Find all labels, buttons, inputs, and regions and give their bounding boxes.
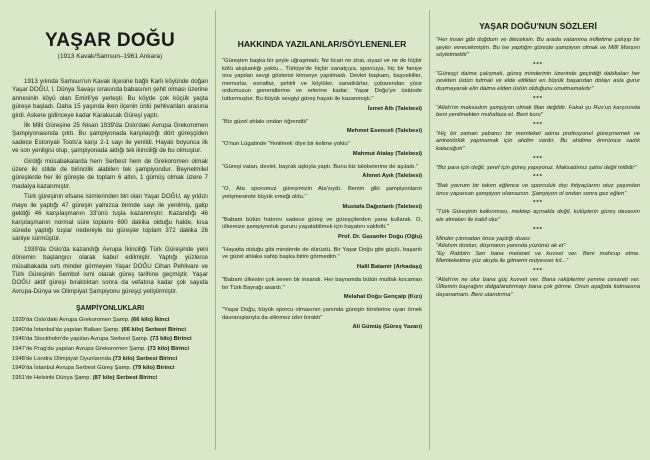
testimonial-author: Mehmet Esenceli (Talebesi) bbox=[346, 128, 422, 135]
column-divider bbox=[429, 10, 430, 450]
saying-text: "Biz para için değil, şeref için güreş yapıyoruz. Maksadımız şahsi değil millidir" bbox=[436, 164, 637, 171]
saying-text: "Allah'ım ne olur bana güç kuvvet ver. Bana rakiplerimi yenme cesareti ver. Ülkemin bayrağını dalgalandırmayı bana çok görme. Onun aşağıda kalmasına dayanamam. Beni utandırma" bbox=[436, 276, 640, 299]
championship-item: 1948'de Londra Olimpiyat Oyunlarında (73 kilo) Serbest Birinci bbox=[12, 355, 178, 362]
saying-text: "Türk Güreşinin kalkınması, mektep açmakla değil, kulüplerin güreş davasını ele almaları ile kabil olur" bbox=[436, 209, 640, 223]
testimonial-quote: "O, Ata sporumuz güreşimizin Ata'sıydı. Benim gibi şampiyonların yetişmesinde büyük emeği oldu." bbox=[222, 186, 422, 200]
biography-text bbox=[12, 78, 208, 296]
life-dates: (1913 Kavak/Samsun–1961 Ankara) bbox=[57, 53, 163, 60]
page-title: YAŞAR DOĞU bbox=[44, 30, 176, 51]
saying-text: "Her insan gibi doğdum ve öleceksin. Bu arada vatanıma milletime çalışıp bir şeyler verecekmişim. Bu ise yaptığın güreşte şampiyon olmak ve Millî Marşını söyletmektir" bbox=[436, 37, 640, 59]
sayings-heading: YAŞAR DOĞU'NUN SÖZLERİ bbox=[479, 21, 597, 31]
saying-text: Minder çıkmadan önce yaptığı duası: "Allahım dostun, düşmanın yanında yüzümü ak et" "Ey Rabbim Sen bana metanet ve kuvvet ver. Beni mahcup etme. Memleketime yüz akıyla ile gitmemi müyesser kıl..." bbox=[436, 235, 640, 265]
biography-column bbox=[12, 0, 208, 460]
bio-paragraph: Girdiği müsabakalarda hem Serbest hem de Grekoromen olmak üzere iki stilde de birincilik alabilen tek şampiyondur. Beynelmilel güreşlerde her iki güreşte de toplam 6 altın, 1 gümüş olmak üzere 7 madalya kazanmıştır. bbox=[12, 157, 208, 190]
testimonial-quote: "Babam ülkesini çok seven bir insandı. Her bayramda bütün mutfak kocaman bir Türk Bayrağı asardı." bbox=[222, 276, 422, 291]
saying-text: "Allah'ım maksadım şampiyon olmak filan değildir. Fakat şu Rus'un karşısında beni yenilmekten muhafaza et. Beni koru" bbox=[436, 104, 640, 119]
testimonial-quote: "Güreşi vatan, devlet, bayrak aşkıyla yaptı. Bunu biz talebelerine de aşıladı." bbox=[222, 163, 418, 170]
separator-stars: *** bbox=[533, 267, 543, 274]
championships-heading: ŞAMPİYONLUKLARI bbox=[75, 305, 145, 313]
separator-stars: *** bbox=[533, 121, 543, 128]
bio-paragraph: Türk güreşinin efsane isimlerinden biri olan Yaşar DOĞU, ay yıldızı mayo ile yaptığı 47 güreşin yalnızca birinde sayı ile yenilmiş, galip geldiği 46 karşılaşmanın 33'ünü tuşla kazanmıştır. Kazandığı 46 karşılaşmanın normal süre toplamı 690 dakika olduğu halde, kısa sürede yaptığı tuşlar nedeniyle bu güreşler toplam 372 dakika 26 saniye sürmüştür. bbox=[12, 193, 208, 243]
separator-stars: *** bbox=[533, 200, 543, 207]
separator-stars: *** bbox=[533, 95, 543, 102]
testimonial-quote: "O'nun Lügatinde 'Yenilmek' diye bir kelime yoktu" bbox=[222, 141, 350, 148]
separator-stars: *** bbox=[533, 226, 543, 233]
championship-item: 1939'da Oslo'daki Avrupa Grekoromen Şamp. (66 kilo) İkinci bbox=[12, 317, 170, 324]
testimonial-author: Ahmet Ayık (Talebesi) bbox=[362, 173, 422, 180]
championship-item: 1940'da İstanbul'da yapılan Balkan Şamp. (66 kilo) Serbest Birinci bbox=[12, 326, 186, 333]
sayings-column bbox=[436, 0, 640, 460]
testimonial-quote: "Güreşten başka bir şeyle uğraşmadı. Ne ticari ne zirai, siyasi ve ne de hiçbir kötü alışkanlığı yoktu... Türkiye'de hiçbir sanatçıya, sporcuya, hiç bir faniye ona yapılan sevgi gösterisi kimseye yapılmadı. Devlet başkanı, başvekiller, memurlar, esnaflar, şehirli ve köylüler, sanatkârlar, çobanından yüce ordumuzun generallerine ve erlerine kadar; Yaşar Doğu'ye üstünde tutturmuştur. Bu büyük sevgiyi güreş hayatı ile kazanmıştı." bbox=[222, 58, 422, 102]
testimonial-quote: "Babam bütün hatırını sadece güreş ve güreşçilerden yana kullandı. O, ülkemize şampiyonluk gururu yaşatabilmek için hayatını vakfetti." bbox=[222, 216, 422, 231]
testimonial-author: Mahmut Atalay (Talebesi) bbox=[352, 150, 422, 157]
championship-item: 1949'da İstanbul Avrupa Serbest Güreş Şamp. (79 kilo) Birinci bbox=[12, 365, 175, 372]
saying-text: "Güreşçi daima çalışmalı, güreş minderinin üzerinde geçirdiği dakikaları her zevkten üstün tutmalı ve elde ettikleri en büyük başarıdan dolayı asla gurur duymayarak elin daima elden üstün olduğunu unutmamalıdır" bbox=[436, 70, 640, 92]
testimonial-author: Ali Gümüş (Güreş Yazarı) bbox=[352, 324, 422, 331]
separator-stars: *** bbox=[533, 61, 543, 68]
separator-stars: *** bbox=[533, 174, 543, 181]
championship-item: 1946'da Stockholm'de yapılan Avrupa Serbest Şamp. (73 kilo) Birinci bbox=[12, 336, 192, 343]
separator-stars: *** bbox=[533, 155, 543, 162]
testimonial-author: Melahat Doğu Gençalp (Kızı) bbox=[343, 294, 422, 301]
bio-paragraph: 1913 yılında Samsun'un Kavak ilçesine bağlı Karlı köyünde doğan Yaşar DOĞU, I. Dünya Savaşı sırasında babasının şehit olması üzerine annesinin köyü olan Emirli'ye yerleşti. Bu köyde çok küçük yaşta güreşe başladı. Daha 15 yaşında iken ilçenin ünlü pehlivanları arasına girdi. Askere gidinceye kadar Karakucak Güreşi yaptı. bbox=[12, 78, 208, 119]
testimonial-quote: "Biz güzel ahlakı ondan öğrendik" bbox=[222, 118, 309, 125]
column-divider bbox=[215, 10, 216, 450]
bio-paragraph: 1939'da Oslo'da kazandığı Avrupa İkinciliği Türk Güreşinde yeni dönemin başlangıcı olarak kabul edilmiştir. Yaptığı yüzlerce müsabakada sırtı minder görmeyen Yaşar DOĞU Cihan Pehlivanı ve Türk Güreşinin Sembol ismi olarak güreş tarihine geçmiştir. Yaşar DOĞU aktif güreşi bıraktıktan sonra da vefatına kadar çok sayıda Avrupa-Dünya ve Olimpiyat Şampiyonu güreşçi yetiştirmiştir. bbox=[12, 245, 208, 295]
testimonial-quote: "Hayatta olduğu gibi minderde de dürüstü. Bir Yaşar Doğu gibi güçlü, başarılı ve güzel ahlaka sahip başka birini görmedim." bbox=[222, 246, 422, 261]
saying-text: "Hiç bir zaman yabancı bir memleket adına profesyonel güreşmemek ve antrenörlük yapmamak için ahdim vardır. Bu ahdime ömrümce sadık kalacağım" bbox=[436, 130, 640, 152]
testimonials-column bbox=[222, 0, 422, 460]
testimonial-author: Halil Balamir (Arkadaşı) bbox=[356, 263, 422, 270]
testimonials-heading: HAKKINDA YAZILANLAR/SÖYLENENLER bbox=[237, 39, 407, 49]
testimonial-author: İsmet Altı (Talebesi) bbox=[367, 105, 422, 112]
saying-text: "Bak yavrum bir takım eğlence ve sporculuk dışı ihtiyaçlarını otuz yaşından önce yaparsan şampiyon olamazsın. Şampiyon ol ondan sonra gez eğlen" bbox=[436, 183, 640, 197]
testimonial-author: Prof. Dr. Gazanfer Doğu (Oğlu) bbox=[337, 233, 422, 240]
championship-item: 1951'de Helsinki Dünya Şamp. (87 kilo) Serbest Birinci bbox=[12, 374, 158, 381]
championships-list bbox=[12, 316, 208, 383]
championship-item: 1947'de Prag'da yapılan Avrupa Grekoromen Şamp. (73 kilo) Birinci bbox=[12, 345, 190, 352]
bio-paragraph: İlk Milli Güreşine 25 Nisan 1939'da Oslo'daki Avrupa Grekoromen Şampiyonasında çıktı. Bu şampiyonada karşılaştığı dört güreşçiden sadece Estonyalı Toots'a karşı 2-1 sayı ile yenildi. Hayatı boyunca ilk ve son yenilgisi olup, şampiyonada aldığı tek ikinciliği de bu olmuştur. bbox=[12, 122, 208, 155]
testimonial-quote: "Yaşar Doğu, büyük sporcu olmasının yanında güreşin törelerine uyan örnek davranışlarıyla da silinmez izler bıraktı" bbox=[222, 307, 422, 321]
testimonial-author: Mustafa Dağıstanlı (Talebesi) bbox=[342, 203, 422, 210]
